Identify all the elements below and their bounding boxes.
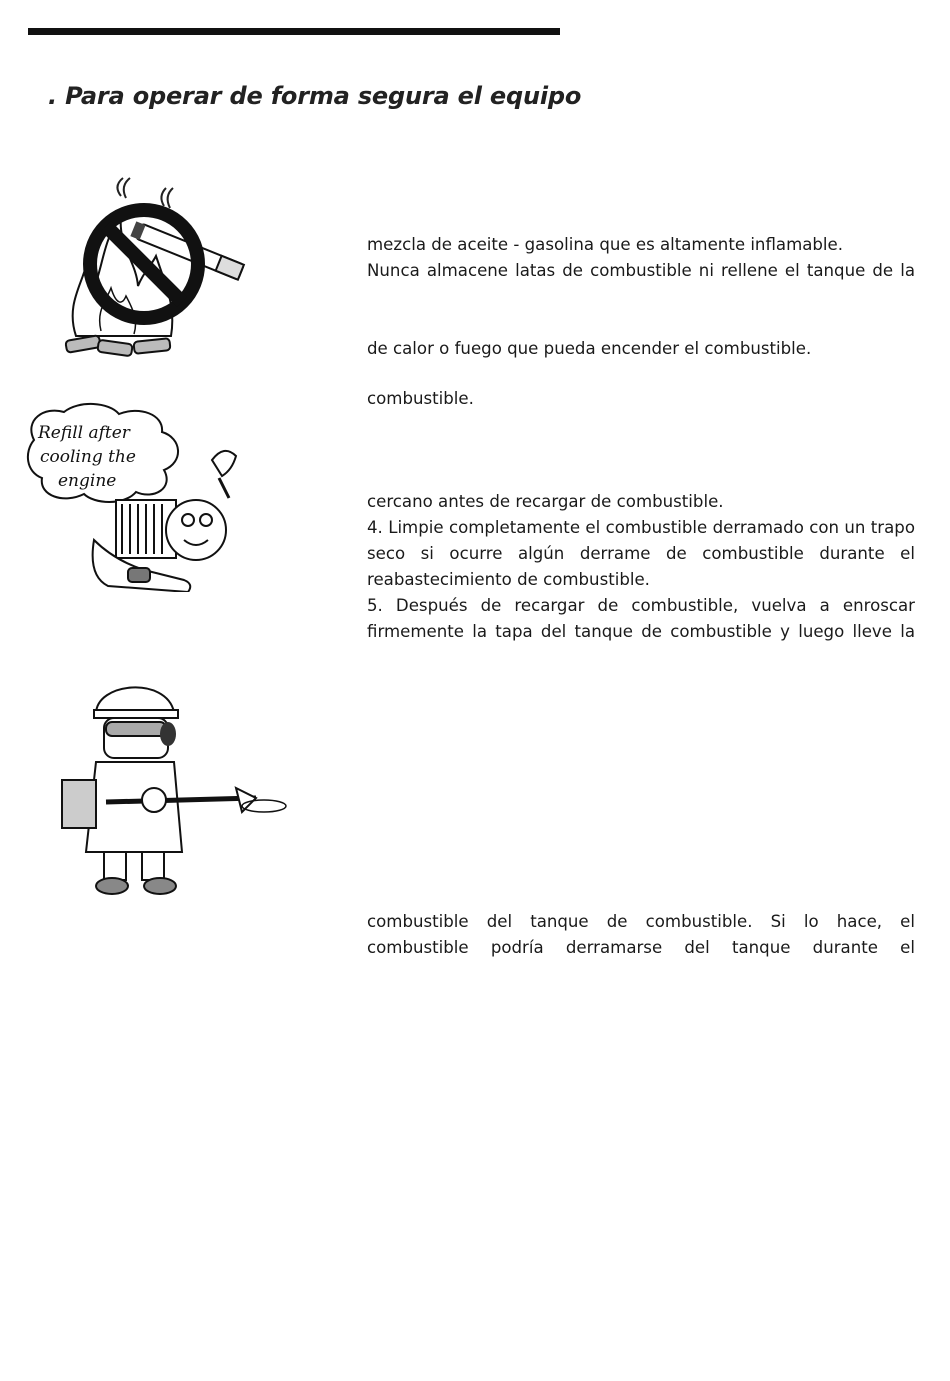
svg-text:Refill after: Refill after — [38, 423, 130, 443]
text-line: cercano antes de recargar de combustible. — [367, 492, 724, 511]
paragraph-warning: combustible del tanque de combustible. Si lo hace, el combustible podría derramarse del tanque durante el — [367, 912, 915, 957]
top-rule — [28, 28, 560, 35]
paragraph-4: 4. Limpie completamente el combustible derramado con un trapo seco si ocurre algún derrame de combustible durante el reabastecimiento de combustible. — [367, 518, 915, 589]
paragraph-5: 5. Después de recargar de combustible, vuelva a enroscar firmemente la tapa del tanque de combustible y luego lleve la — [367, 596, 915, 641]
no-smoking-fire-icon — [26, 176, 264, 366]
svg-text:engine: engine — [58, 471, 117, 491]
text-line: Nunca almacene latas de combustible ni rellene el tanque de la — [367, 261, 915, 280]
refill-after-cooling-icon — [24, 400, 242, 592]
text-line: mezcla de aceite - gasolina que es altamente inflamable. — [367, 235, 844, 254]
text-line: de calor o fuego que pueda encender el combustible. — [367, 339, 812, 358]
svg-text:cooling the: cooling the — [40, 447, 136, 467]
section-title: . Para operar de forma segura el equipo — [48, 82, 582, 110]
protective-gear-operator-icon — [56, 662, 292, 902]
text-line: combustible. — [367, 389, 474, 408]
